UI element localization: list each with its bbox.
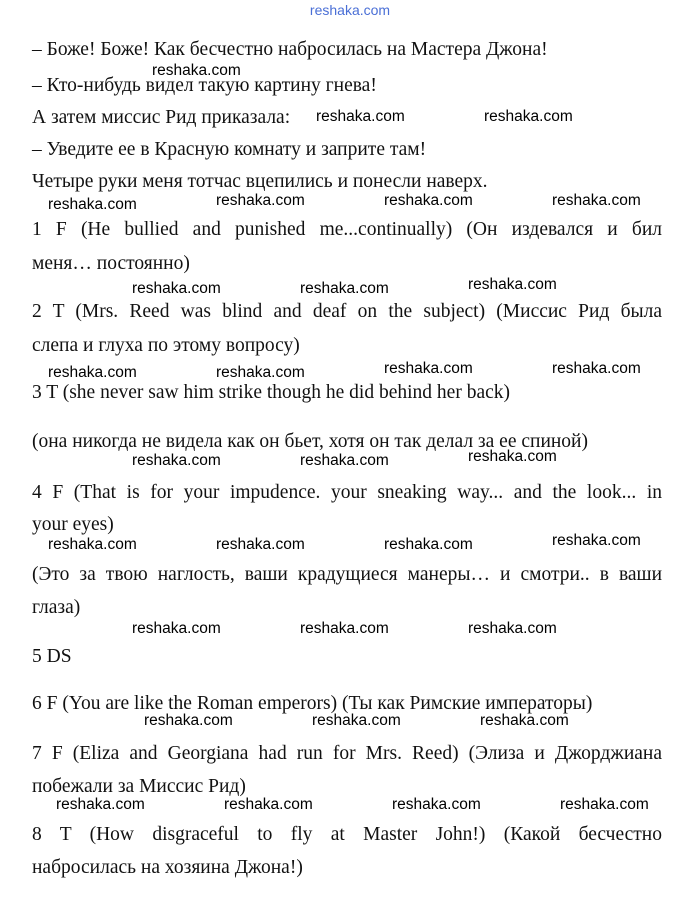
watermark: reshaka.com [300,452,389,469]
watermark: reshaka.com [144,712,233,729]
watermark: reshaka.com [216,192,305,209]
watermark: reshaka.com [384,536,473,553]
answer-line: 4 F (That is for your impudence. your sneaking way... and the look... in [32,482,662,503]
answer-line: 7 F (Eliza and Georgiana had run for Mrs. Reed) (Элиза и Джорджиана [32,743,662,764]
answer-line: 5 DS [32,646,72,667]
watermark: reshaka.com [468,276,557,293]
watermark: reshaka.com [132,452,221,469]
answer-line: 2 T (Mrs. Reed was blind and deaf on the subject) (Миссис Рид была [32,301,662,322]
text-line: меня… постоянно) [32,253,190,274]
watermark: reshaka.com [384,360,473,377]
watermark: reshaka.com [560,796,649,813]
site-header[interactable]: reshaka.com [309,2,391,18]
text-line: Четыре руки меня тотчас вцепились и понесли наверх. [32,171,488,192]
watermark: reshaka.com [224,796,313,813]
watermark: reshaka.com [300,620,389,637]
text-line: – Кто-нибудь видел такую картину гнева! [32,75,377,96]
watermark: reshaka.com [216,364,305,381]
watermark: reshaka.com [56,796,145,813]
watermark: reshaka.com [552,532,641,549]
answer-line: 6 F (You are like the Roman emperors) (Ты как Римские императоры) [32,693,593,714]
text-line: глаза) [32,597,81,618]
watermark: reshaka.com [480,712,569,729]
answer-line: 8 T (How disgraceful to fly at Master John!) (Какой бесчестно [32,824,662,845]
watermark: reshaka.com [132,280,221,297]
watermark: reshaka.com [216,536,305,553]
watermark: reshaka.com [132,620,221,637]
text-line: (Это за твою наглость, ваши крадущиеся манеры… и смотри.. в ваши [32,564,662,585]
text-line: your eyes) [32,514,114,535]
text-line: побежали за Миссис Рид) [32,776,246,797]
answer-line: 3 T (she never saw him strike though he did behind her back) [32,382,510,403]
watermark: reshaka.com [384,192,473,209]
watermark: reshaka.com [468,448,557,465]
watermark: reshaka.com [48,196,137,213]
text-line: (она никогда не видела как он бьет, хотя он так делал за ее спиной) [32,431,588,452]
watermark: reshaka.com [484,108,573,125]
watermark: reshaka.com [392,796,481,813]
answer-line: 1 F (He bullied and punished me...continually) (Он издевался и бил [32,219,662,240]
text-line: – Боже! Боже! Как бесчестно набросилась на Мастера Джона! [32,39,548,60]
watermark: reshaka.com [468,620,557,637]
text-line: – Уведите ее в Красную комнату и заприте там! [32,139,427,160]
watermark: reshaka.com [316,108,405,125]
watermark: reshaka.com [152,62,241,79]
watermark: reshaka.com [48,364,137,381]
text-line: А затем миссис Рид приказала: [32,107,291,128]
watermark: reshaka.com [312,712,401,729]
text-line: набросилась на хозяина Джона!) [32,857,303,878]
watermark: reshaka.com [552,360,641,377]
watermark: reshaka.com [300,280,389,297]
text-line: слепа и глуха по этому вопросу) [32,335,300,356]
watermark: reshaka.com [552,192,641,209]
watermark: reshaka.com [48,536,137,553]
